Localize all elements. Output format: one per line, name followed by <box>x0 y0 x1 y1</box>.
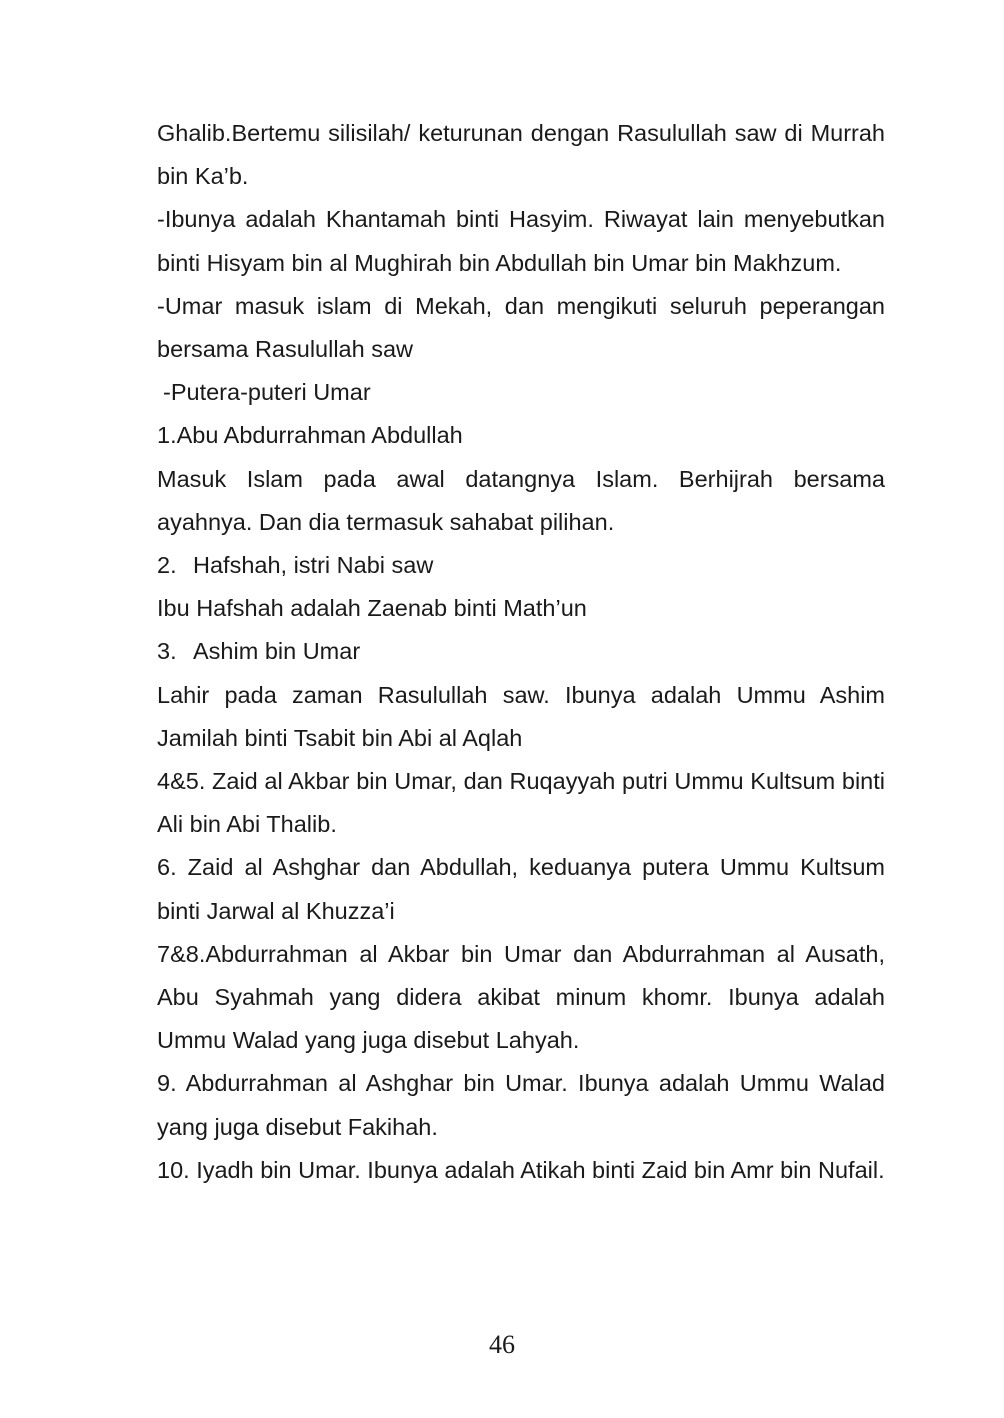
page-number: 46 <box>489 1330 515 1359</box>
paragraph-mother: -Ibunya adalah Khantamah binti Hasyim. Riwayat lain menyebutkan binti Hisyam bin al Mughirah bin Abdullah bin Umar bin Makhzum. <box>157 206 885 276</box>
child-2-title <box>157 544 885 587</box>
paragraph-conversion: -Umar masuk islam di Mekah, dan mengikuti seluruh peperangan bersama Rasulullah saw <box>157 292 885 363</box>
child-9-entry: 9. Abdurrahman al Ashghar bin Umar. Ibunya adalah Ummu Walad yang juga disebut Fakihah. <box>157 1070 885 1140</box>
child-4-5-entry: 4&5. Zaid al Akbar bin Umar, dan Ruqayyah putri Ummu Kultsum binti Ali bin Abi Thalib. <box>157 768 885 838</box>
child-3-description: Lahir pada zaman Rasulullah saw. Ibunya adalah Ummu Ashim Jamilah binti Tsabit bin Abi al Aqlah <box>157 681 885 751</box>
list-number: 3. <box>157 638 177 665</box>
body-text <box>157 112 885 1192</box>
child-2-description: Ibu Hafshah adalah Zaenab binti Math’un <box>157 595 587 622</box>
child-3-title <box>157 630 885 673</box>
child-2-name: Hafshah, istri Nabi saw <box>193 552 434 579</box>
child-3-name: Ashim bin Umar <box>193 638 361 665</box>
child-6-entry: 6. Zaid al Ashghar dan Abdullah, keduanya putera Ummu Kultsum binti Jarwal al Khuzza’i <box>157 854 885 924</box>
child-1-title: 1.Abu Abdurrahman Abdullah <box>157 422 463 449</box>
children-heading: -Putera-puteri Umar <box>163 379 371 406</box>
child-10-entry: 10. Iyadh bin Umar. Ibunya adalah Atikah binti Zaid bin Amr bin Nufail. <box>157 1156 885 1183</box>
paragraph-genealogy: Ghalib.Bertemu silisilah/ keturunan dengan Rasulullah saw di Murrah bin Ka’b. <box>157 120 885 190</box>
child-7-8-entry: 7&8.Abdurrahman al Akbar bin Umar dan Abdurrahman al Ausath, Abu Syahmah yang didera akibat minum khomr. Ibunya adalah Ummu Walad yang juga disebut Lahyah. <box>157 940 885 1054</box>
list-number: 2. <box>157 552 177 579</box>
child-1-description: Masuk Islam pada awal datangnya Islam. Berhijrah bersama ayahnya. Dan dia termasuk sahabat pilihan. <box>157 465 885 535</box>
